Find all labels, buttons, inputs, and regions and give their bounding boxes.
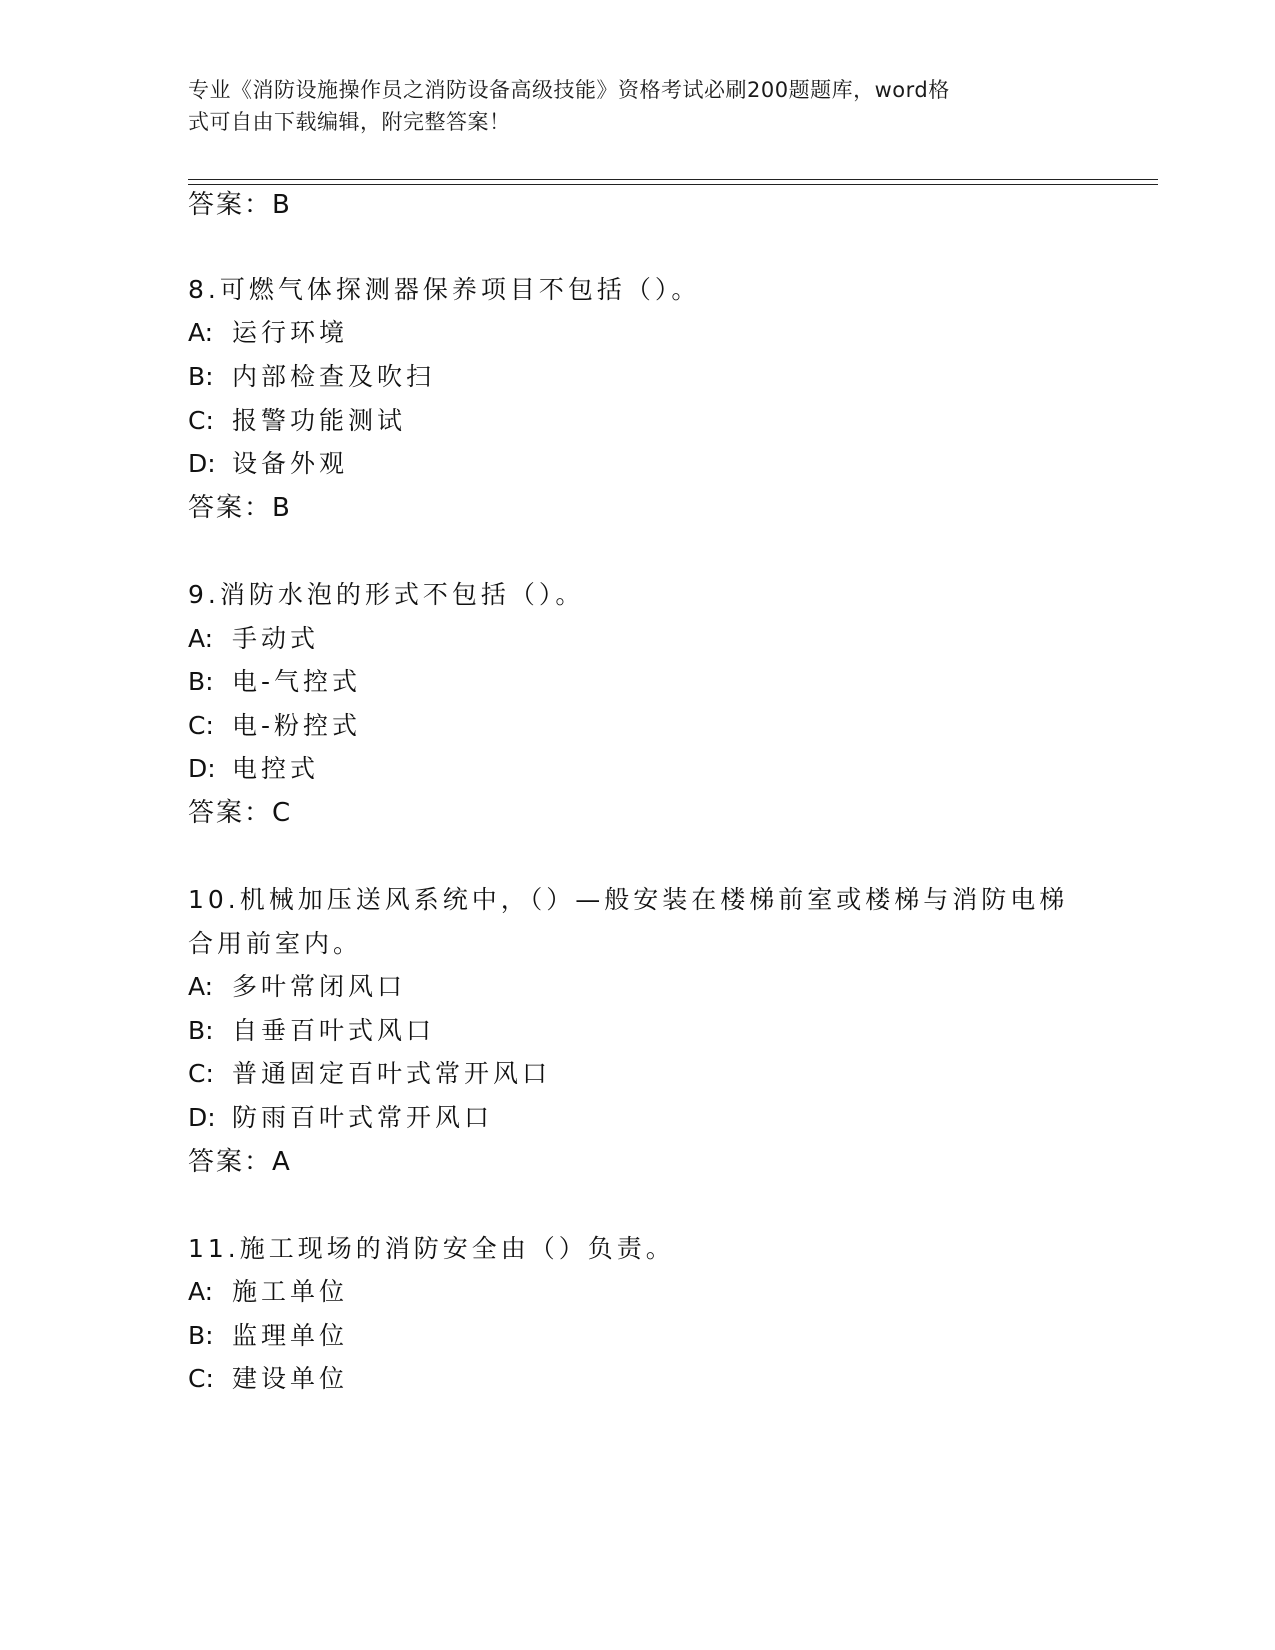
option-text: 多叶常闭风口 (232, 972, 407, 1001)
question-9-option-d (188, 752, 319, 786)
option-letter: A: (188, 972, 214, 1001)
option-letter: A: (188, 624, 214, 653)
question-8-option-b (188, 360, 435, 394)
question-11-option-b (188, 1319, 348, 1353)
option-text: 防雨百叶式常开风口 (232, 1103, 494, 1132)
option-letter: B: (188, 362, 214, 391)
option-letter: B: (188, 667, 214, 696)
question-10-option-b (188, 1014, 435, 1048)
previous-answer: 答案：B (188, 190, 292, 220)
option-letter: C: (188, 406, 214, 435)
option-text: 电-粉控式 (232, 711, 362, 740)
question-9-stem: 9.消防水泡的形式不包括（）。 (188, 580, 585, 609)
option-letter: D: (188, 754, 216, 783)
header-line-2: 式可自由下载编辑，附完整答案！ (188, 110, 511, 134)
question-8-stem: 8.可燃气体探测器保养项目不包括（）。 (188, 275, 701, 304)
option-text: 电-气控式 (232, 667, 362, 696)
option-letter: A: (188, 318, 214, 347)
question-8-answer: 答案：B (188, 493, 292, 523)
option-text: 监理单位 (232, 1321, 349, 1350)
option-letter: D: (188, 449, 216, 478)
question-8-option-c (188, 404, 406, 438)
question-9-option-b (188, 665, 361, 699)
question-11-stem: 11.施工现场的消防安全由（）负责。 (188, 1234, 675, 1263)
question-11-option-c (188, 1362, 348, 1396)
question-11-option-a (188, 1275, 348, 1309)
option-letter: A: (188, 1277, 214, 1306)
option-text: 运行环境 (232, 318, 349, 347)
option-text: 自垂百叶式风口 (232, 1016, 436, 1045)
question-10-stem-line-1: 10.机械加压送风系统中，（）—般安装在楼梯前室或楼梯与消防电梯 (188, 885, 1069, 914)
question-9-option-a (188, 622, 319, 656)
question-9-option-c (188, 709, 361, 743)
question-8-option-a (188, 316, 348, 350)
header-divider-top (188, 179, 1158, 180)
header-line-1: 专业《消防设施操作员之消防设备高级技能》资格考试必刷200题题库，word格 (188, 78, 950, 102)
question-9-answer: 答案：C (188, 798, 293, 828)
option-text: 施工单位 (232, 1277, 349, 1306)
question-10-option-c (188, 1057, 551, 1091)
header-divider-bottom (188, 184, 1158, 185)
question-10-stem-line-2: 合用前室内。 (188, 929, 363, 958)
option-text: 设备外观 (232, 449, 349, 478)
option-letter: D: (188, 1103, 216, 1132)
question-10-option-a (188, 970, 406, 1004)
option-text: 建设单位 (232, 1364, 349, 1393)
question-8-option-d (188, 447, 348, 481)
option-letter: C: (188, 1364, 214, 1393)
option-text: 报警功能测试 (232, 406, 407, 435)
option-text: 内部检查及吹扫 (232, 362, 436, 391)
document-header (188, 74, 1068, 138)
option-letter: C: (188, 711, 214, 740)
question-10-answer: 答案：A (188, 1147, 292, 1177)
option-letter: C: (188, 1059, 214, 1088)
option-letter: B: (188, 1321, 214, 1350)
question-10-option-d (188, 1101, 493, 1135)
option-text: 电控式 (232, 754, 320, 783)
option-text: 普通固定百叶式常开风口 (232, 1059, 552, 1088)
option-text: 手动式 (232, 624, 320, 653)
option-letter: B: (188, 1016, 214, 1045)
